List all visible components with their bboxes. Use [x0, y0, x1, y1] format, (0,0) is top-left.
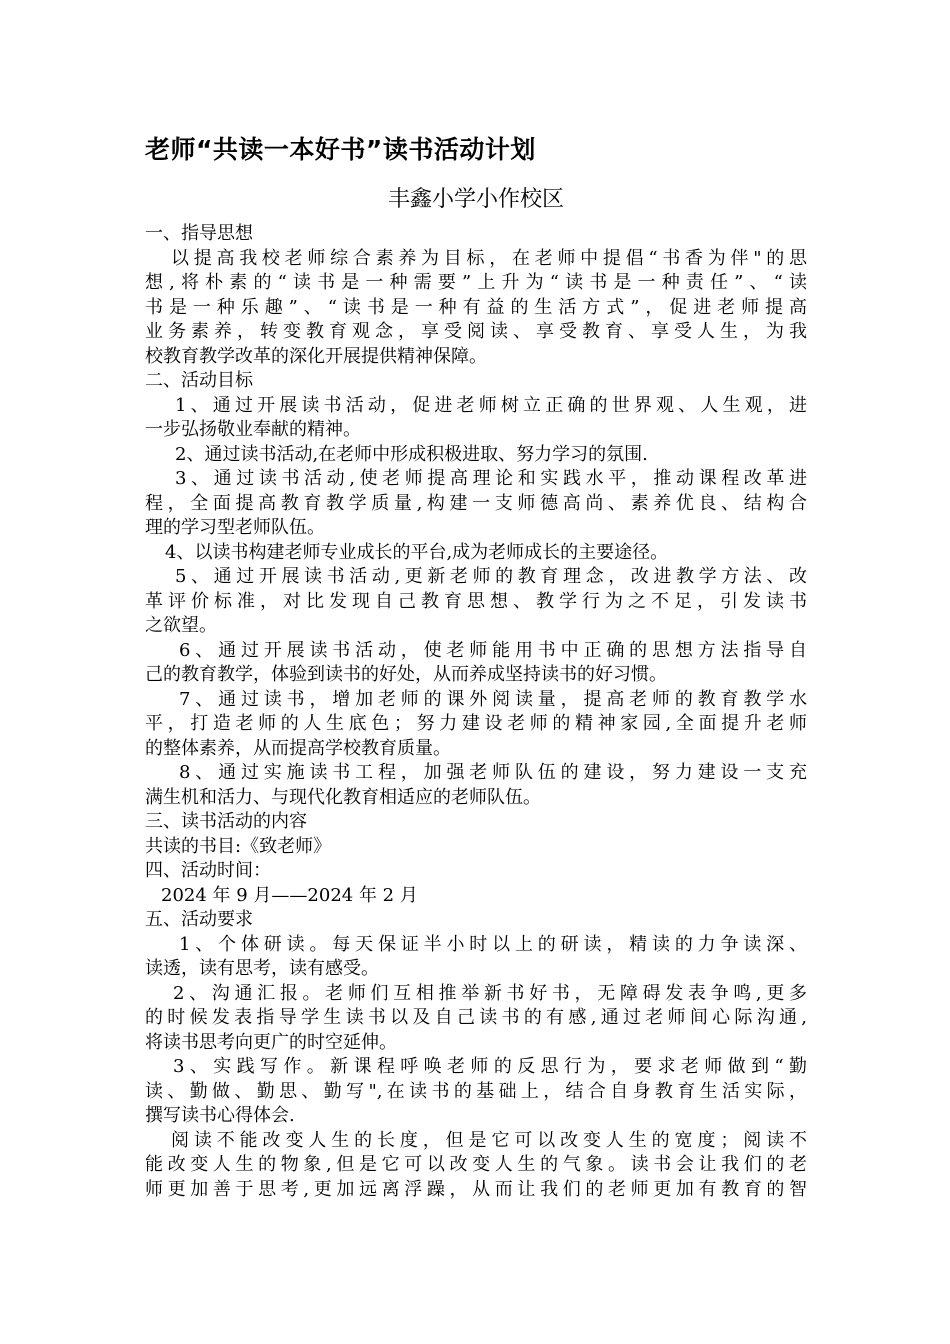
paragraph-line: 革评价标准，对比发现自己教育思想、教学行为之不足，引发读书: [145, 590, 807, 612]
paragraph-line: 程，全面提高教育教学质量,构建一支师德高尚、素养优良、结构合: [145, 492, 807, 514]
section-heading: 三、读书活动的内容: [145, 811, 307, 832]
document-title: 老师“共读一本好书”读书活动计划: [145, 135, 536, 164]
paragraph-line: 2、沟通汇报。老师们互相推举新书好书，无障碍发表争鸣,更多: [173, 982, 807, 1004]
paragraph-line: 3、实践写作。新课程呼唤老师的反思行为，要求老师做到“勤: [173, 1056, 807, 1077]
paragraph-line: 4、以读书构建老师专业成长的平台,成为老师成长的主要途径。: [165, 541, 669, 563]
section-heading: 五、活动要求: [145, 909, 253, 930]
section-heading: 四、活动时间：: [145, 860, 271, 881]
paragraph-line: 想,将朴素的“读书是一种需要”上升为“读书是一种责任”、“读: [145, 272, 807, 293]
paragraph-line: 8、通过实施读书工程，加强老师队伍的建设，努力建设一支充: [179, 762, 807, 783]
paragraph-line: 以提高我校老师综合素养为目标，在老师中提倡“书香为伴"的思: [171, 247, 807, 269]
paragraph-line: 一步弘扬敬业奉献的精神。: [145, 419, 361, 440]
paragraph-line: 能改变人生的物象,但是它可以改变人生的气象。读书会让我们的老: [145, 1154, 807, 1175]
activity-date-range: 2024 年 9 月——2024 年 2 月: [161, 884, 418, 906]
paragraph-line: 的时候发表指导学生读书以及自己读书的有感,通过老师间心际沟通,: [145, 1007, 807, 1028]
paragraph-line: 共读的书目:《致老师》: [145, 835, 332, 857]
paragraph-line: 校教育教学改革的深化开展提供精神保障。: [145, 345, 487, 367]
paragraph-line: 己的教育教学，体验到读书的好处，从而养成坚持读书的好习惯。: [145, 664, 667, 685]
paragraph-line: 理的学习型老师队伍。: [145, 517, 325, 538]
section-heading: 二、活动目标: [145, 370, 253, 391]
paragraph-line: 的整体素养，从而提高学校教育质量。: [145, 737, 451, 759]
paragraph-line: 3、通过读书活动,使老师提高理论和实践水平，推动课程改革进: [175, 468, 807, 489]
paragraph-line: 满生机和活力、与现代化教育相适应的老师队伍。: [145, 786, 541, 808]
paragraph-line: 读、勤做、勤思、勤写",在读书的基础上，结合自身教育生活实际，: [145, 1080, 807, 1102]
section-heading: 一、指导思想: [145, 223, 253, 244]
paragraph-line: 撰写读书心得体会.: [145, 1105, 295, 1126]
document-body: [145, 222, 807, 1202]
paragraph-line: 5、通过开展读书活动,更新老师的教育理念，改进教学方法、改: [175, 566, 807, 587]
paragraph-line: 7、通过读书，增加老师的课外阅读量，提高老师的教育教学水: [179, 688, 807, 710]
paragraph-line: 将读书思考向更广的时空延伸。: [145, 1031, 397, 1053]
paragraph-line: 1、个体研读。每天保证半小时以上的研读，精读的力争读深、: [179, 933, 807, 955]
paragraph-line: 阅读不能改变人生的长度，但是它可以改变人生的宽度；阅读不: [171, 1129, 807, 1151]
paragraph-line: 业务素养，转变教育观念，享受阅读、享受教育、享受人生，为我: [145, 321, 807, 342]
paragraph-line: 师更加善于思考,更加远离浮躁，从而让我们的老师更加有教育的智: [145, 1178, 807, 1200]
paragraph-line: 读透，读有思考，读有感受。: [145, 958, 379, 979]
paragraph-line: 2、通过读书活动,在老师中形成积极进取、努力学习的氛围.: [175, 443, 648, 465]
document-page: [145, 128, 807, 1202]
paragraph-line: 6、通过开展读书活动，使老师能用书中正确的思想方法指导自: [179, 639, 807, 661]
document-subtitle: 丰鑫小学小作校区: [387, 187, 564, 212]
paragraph-line: 1、通过开展读书活动，促进老师树立正确的世界观、人生观，进: [175, 394, 807, 416]
paragraph-line: 书是一种乐趣”、“读书是一种有益的生活方式”，促进老师提高: [145, 296, 807, 318]
paragraph-line: 之欲望。: [145, 615, 217, 636]
paragraph-line: 平，打造老师的人生底色；努力建设老师的精神家园,全面提升老师: [145, 713, 807, 734]
